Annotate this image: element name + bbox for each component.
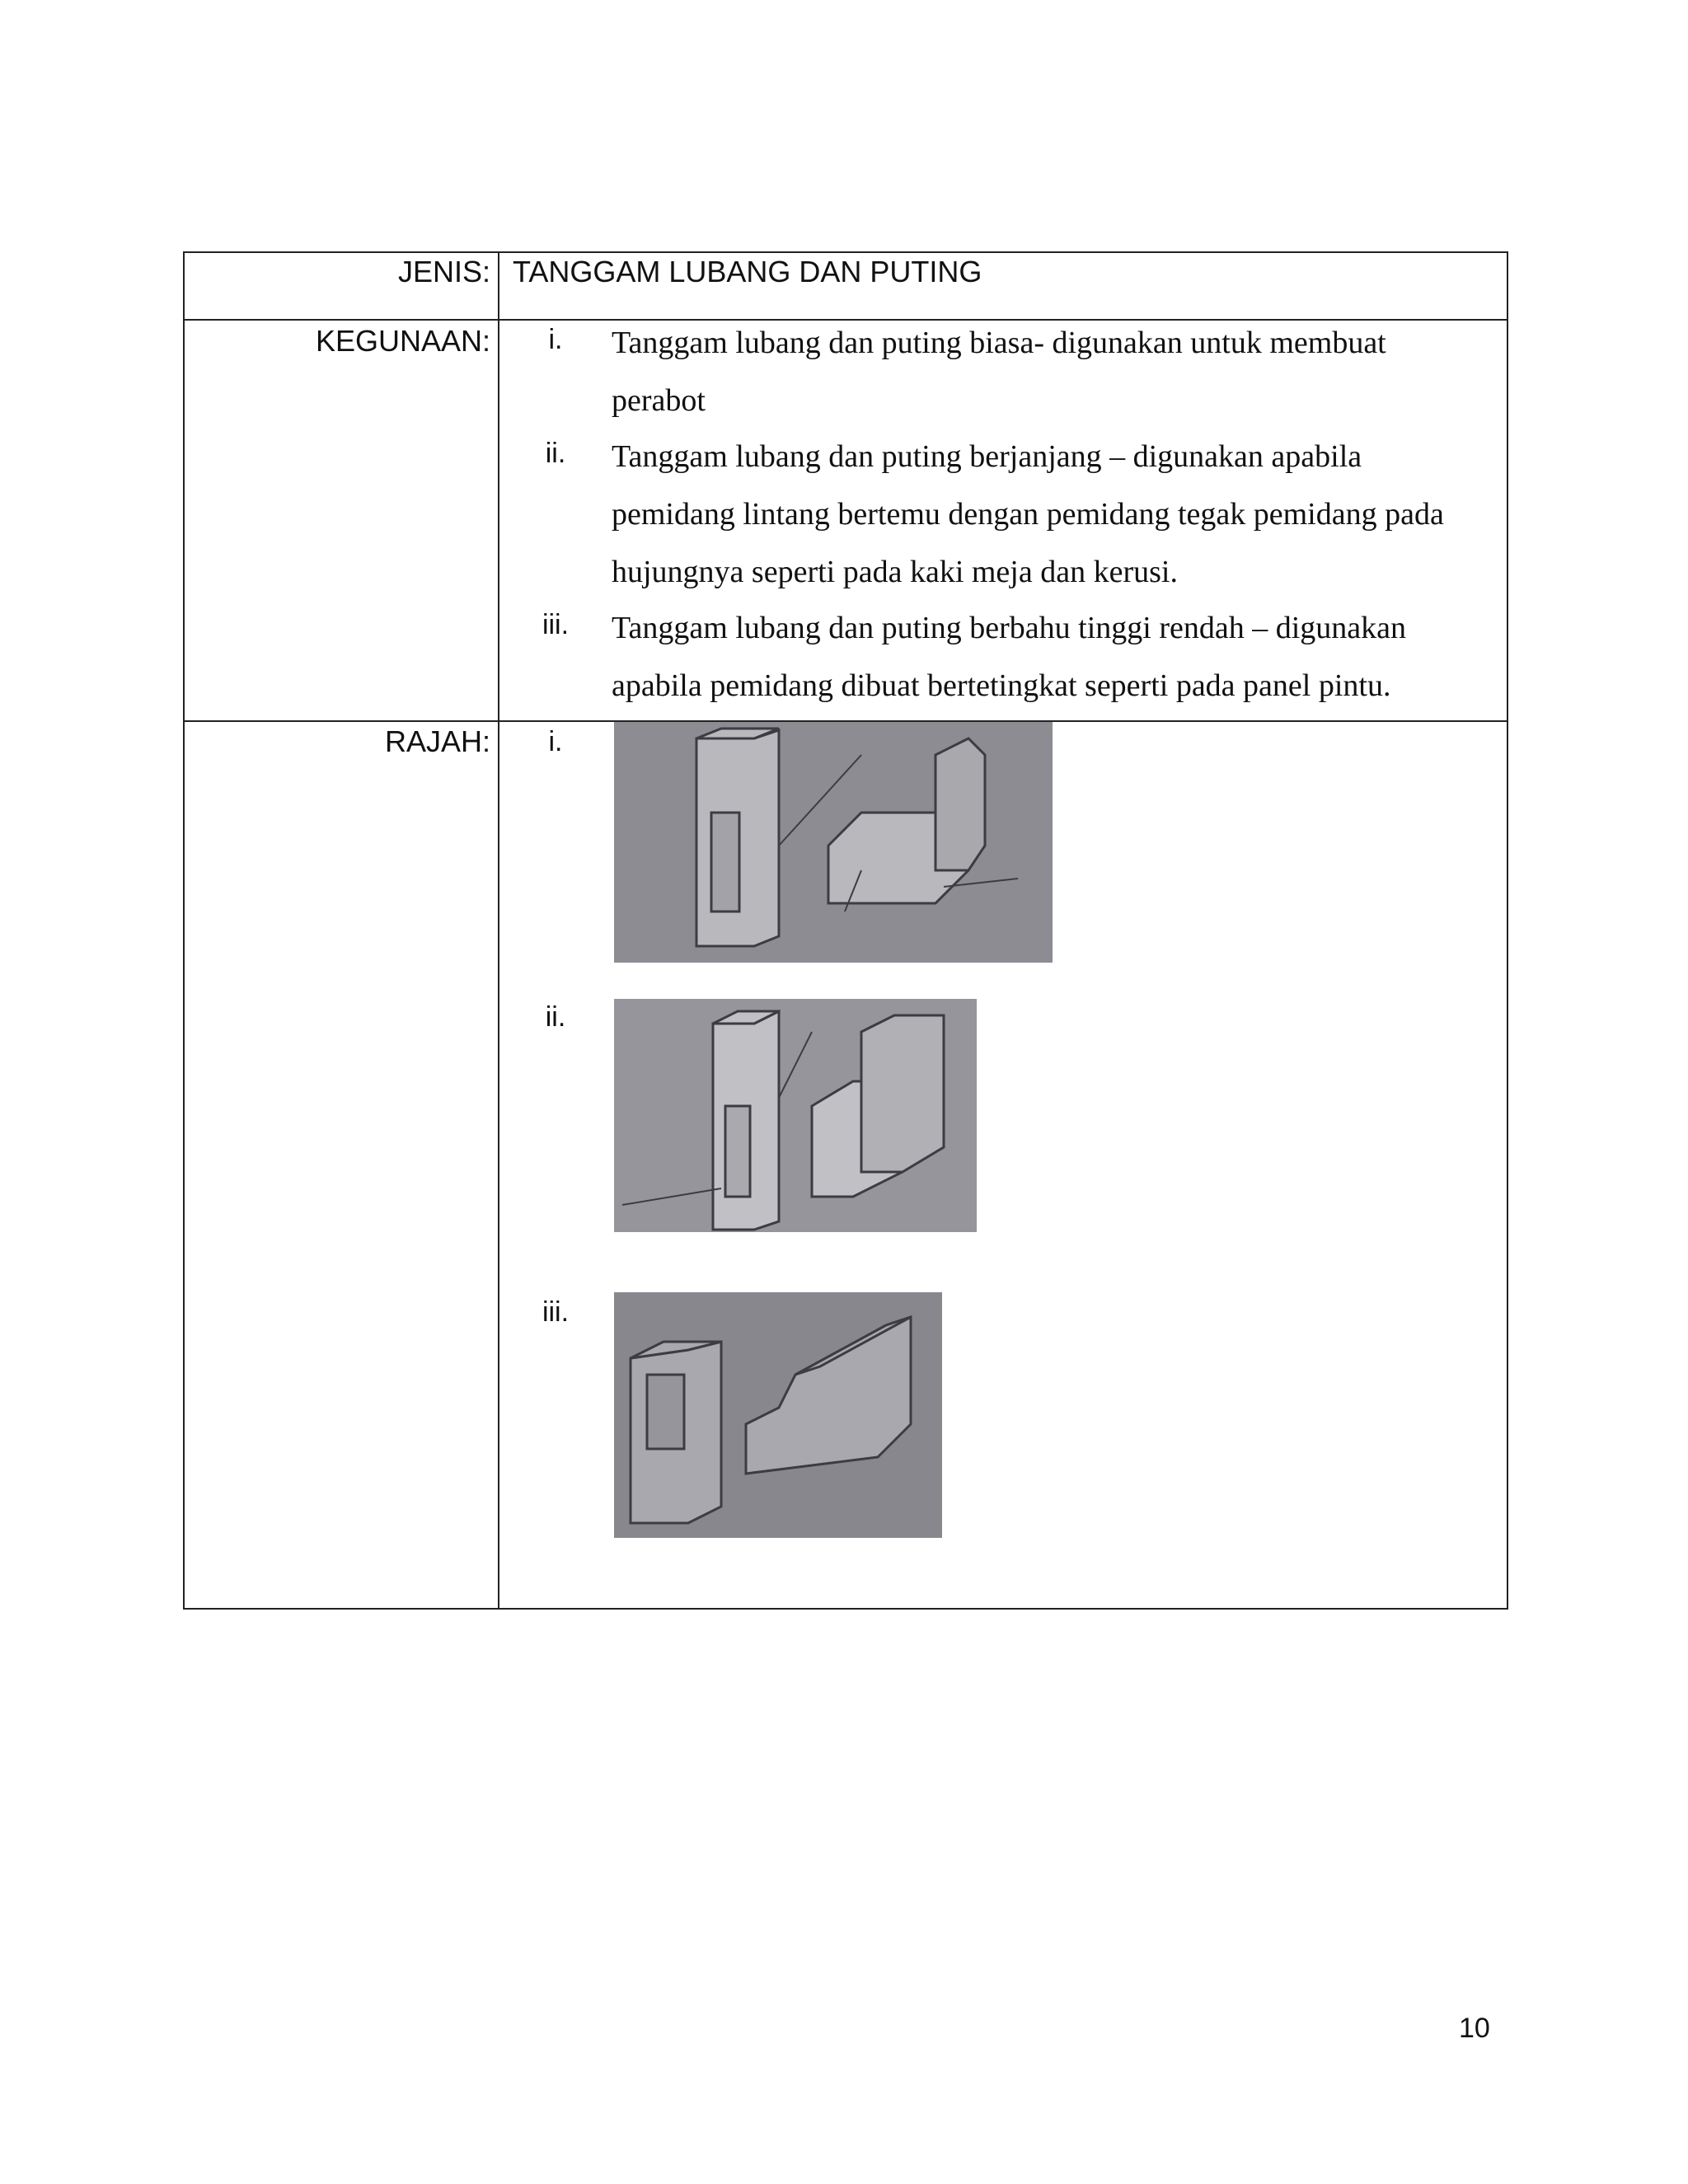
rajah-figure-num: ii. xyxy=(545,1001,566,1033)
joint-info-table xyxy=(183,251,1508,1610)
kegunaan-item-text: Tanggam lubang dan puting berbahu tinggi rendah – digunakan apabila pemidang dibuat bertetingkat seperti pada panel pintu. xyxy=(612,611,1406,703)
shouldered-mortise-tenon-joint-sketch-icon xyxy=(614,1292,942,1538)
kegunaan-item-num: ii. xyxy=(545,438,566,469)
figure-1-image xyxy=(614,722,1053,963)
kegunaan-item-text: Tanggam lubang dan puting berjanjang – digunakan apabila pemidang lintang bertemu dengan pemidang tegak pemidang pada hujungnya seperti pada kaki meja dan kerusi. xyxy=(612,439,1444,589)
rajah-label: RAJAH: xyxy=(384,724,490,758)
kegunaan-label: KEGUNAAN: xyxy=(315,324,490,358)
rajah-figure-num: iii. xyxy=(542,1296,570,1328)
kegunaan-item-num: i. xyxy=(548,324,563,355)
figure-3-image xyxy=(614,1292,942,1538)
page-number: 10 xyxy=(1459,2013,1490,2044)
rajah-figure-num: i. xyxy=(548,726,563,757)
column-divider xyxy=(498,253,499,1608)
jenis-label: JENIS: xyxy=(397,255,490,288)
kegunaan-item-text: Tanggam lubang dan puting biasa- digunakan untuk membuat perabot xyxy=(612,326,1386,418)
jenis-value: TANGGAM LUBANG DAN PUTING xyxy=(513,255,982,288)
stepped-mortise-tenon-joint-sketch-icon xyxy=(614,999,977,1232)
kegunaan-item-num: iii. xyxy=(542,609,570,640)
figure-2-image xyxy=(614,999,977,1232)
mortise-tenon-joint-sketch-icon xyxy=(614,722,1053,963)
